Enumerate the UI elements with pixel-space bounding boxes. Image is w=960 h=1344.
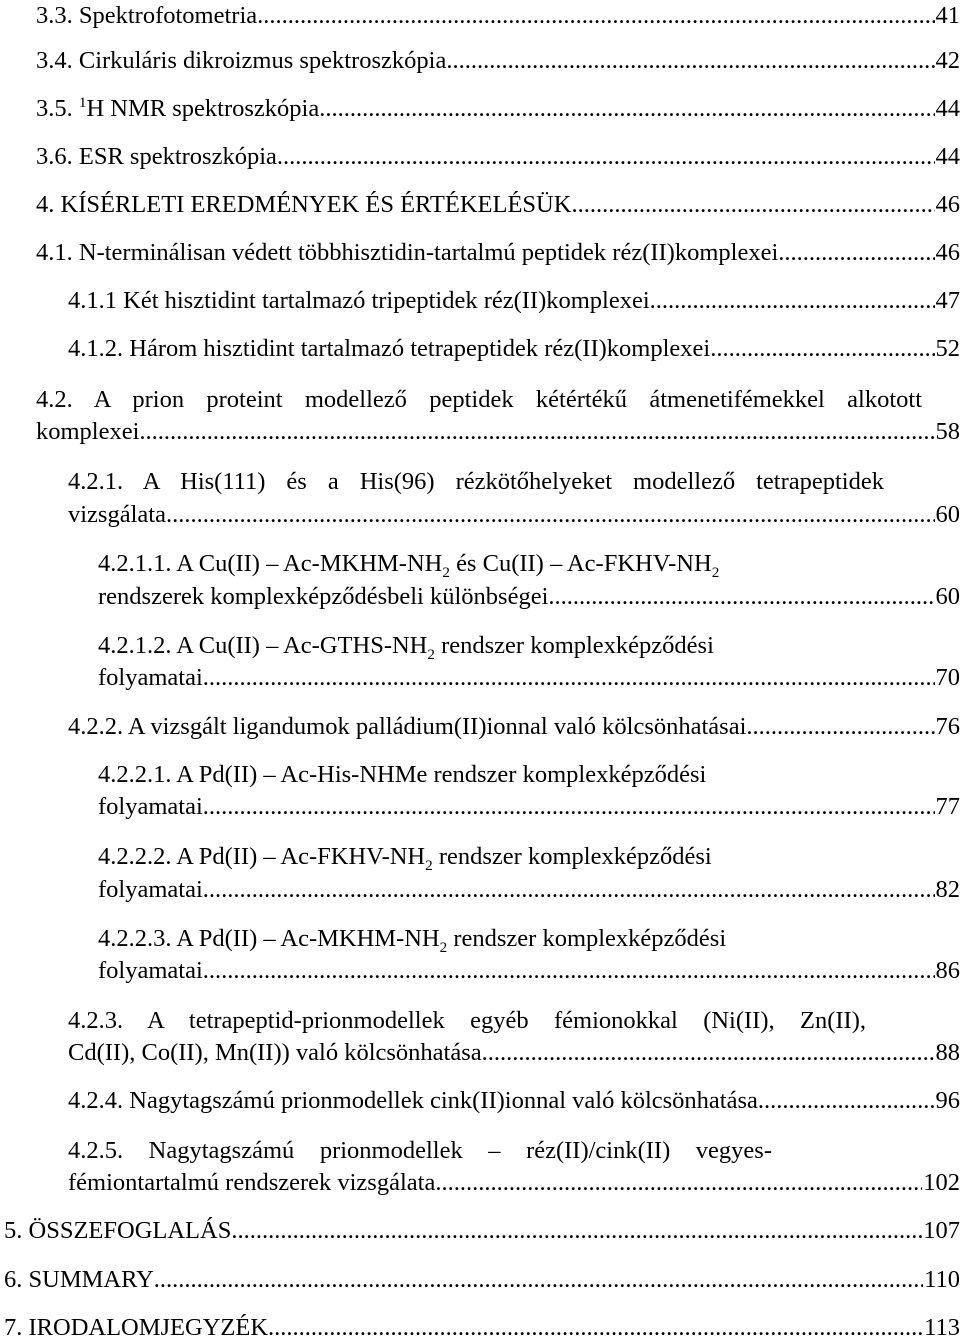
toc-leader-dots [764, 1085, 934, 1117]
toc-page-number: 76 [935, 711, 960, 743]
subscript: 2 [440, 939, 448, 955]
toc-entry-line[interactable] [36, 384, 922, 416]
toc-leader-dots [710, 333, 934, 365]
toc-page-number: 44 [935, 141, 960, 173]
toc-page-number: 58 [935, 416, 960, 448]
toc-page-number: 102 [922, 1167, 960, 1199]
toc-entry-line[interactable] [68, 1005, 866, 1037]
toc-entry-rest: H NMR spektroszkópia [86, 95, 319, 122]
toc-leader-dots [203, 874, 935, 906]
toc-page-number: 96 [935, 1085, 960, 1117]
toc-entry-title: 4.2. A prion proteint modellező peptidek kétértékű átmenetifémekkel alkotott [36, 384, 922, 416]
toc-leader-dots [548, 581, 934, 613]
toc-entry-prefix: 4.2.2.2. A Pd(II) ‒ Ac-FKHV-NH [98, 843, 425, 870]
toc-entry-line[interactable] [98, 841, 830, 873]
toc-entry-title [98, 923, 726, 955]
toc-entry[interactable] [68, 1085, 960, 1117]
toc-entry-title: 3.4. Cirkuláris dikroizmus spektroszkópia [36, 45, 446, 77]
toc-page-number: 44 [935, 93, 960, 125]
toc-page-number: 70 [935, 662, 960, 694]
superscript: 1 [79, 94, 87, 111]
toc-entry[interactable] [36, 416, 960, 448]
toc-entry[interactable] [4, 1312, 960, 1344]
toc-leader-dots [441, 1167, 922, 1199]
toc-entry-title [98, 630, 714, 662]
toc-entry-title [36, 93, 319, 125]
toc-entry-title: 4.1.2. Három hisztidint tartalmazó tetrapeptidek réz(II)komplexei [68, 333, 710, 365]
toc-page-number: 113 [923, 1312, 960, 1344]
toc-page-number: 52 [935, 333, 960, 365]
toc-page-number: 82 [935, 874, 960, 906]
toc-entry[interactable] [98, 874, 960, 906]
toc-entry[interactable] [68, 285, 960, 317]
toc-leader-dots [778, 237, 934, 269]
toc-entry[interactable] [98, 955, 960, 987]
toc-entry-title: 4.2.4. Nagytagszámú prionmodellek cink(II)ionnal való kölcsönhatása. [68, 1085, 764, 1117]
toc-entry-title: 7. IRODALOMJEGYZÉK [4, 1312, 268, 1344]
toc-page-number: 110 [923, 1264, 960, 1296]
toc-page-number: 86 [935, 955, 960, 987]
toc-entry-rest: rendszer komplexképződési [435, 632, 714, 659]
toc-leader-dots [203, 662, 935, 694]
toc-leader-dots [746, 711, 934, 743]
toc-entry-title: komplexei [36, 416, 139, 448]
toc-entry-title: folyamatai [98, 791, 203, 823]
toc-leader-dots [446, 45, 934, 77]
toc-entry-line[interactable] [98, 759, 830, 791]
toc-page-number: 60 [935, 499, 960, 531]
toc-leader-dots [203, 791, 935, 823]
toc-entry-title: 6. SUMMARY [4, 1264, 154, 1296]
toc-entry[interactable] [68, 1167, 960, 1199]
toc-leader-dots [166, 499, 935, 531]
toc-leader-dots [268, 1312, 923, 1344]
toc-entry-title: folyamatai [98, 874, 203, 906]
toc-entry-title: folyamatai [98, 955, 203, 987]
toc-leader-dots [571, 189, 934, 221]
subscript: 2 [425, 857, 433, 873]
toc-entry[interactable] [68, 499, 960, 531]
toc-page-number: 47 [935, 285, 960, 317]
toc-leader-dots [231, 1215, 922, 1247]
toc-entry-title: 5. ÖSSZEFOGLALÁS [4, 1215, 231, 1247]
toc-entry[interactable] [98, 791, 960, 823]
toc-leader-dots [650, 285, 935, 317]
toc-entry-title: 4.2.1. A His(111) és a His(96) rézkötőhelyeket modellező tetrapeptidek [68, 466, 884, 498]
toc-entry-title: rendszerek komplexképződésbeli különbségei [98, 581, 548, 613]
toc-entry-title: folyamatai [98, 662, 203, 694]
toc-leader-dots [319, 93, 934, 125]
toc-entry-title: fémiontartalmú rendszerek vizsgálata. [68, 1167, 441, 1199]
toc-leader-dots [154, 1264, 923, 1296]
toc-entry-line[interactable] [98, 923, 830, 955]
toc-leader-dots [482, 1037, 935, 1069]
toc-entry-prefix: 4.2.1.2. A Cu(II) ‒ Ac-GTHS-NH [98, 632, 427, 659]
toc-entry[interactable] [36, 189, 960, 221]
toc-leader-dots [139, 416, 934, 448]
toc-entry-title: 4.2.2.1. A Pd(II) ‒ Ac-His-NHMe rendszer komplexképződési [98, 759, 706, 791]
toc-entry-title [98, 548, 719, 580]
toc-entry[interactable] [36, 45, 960, 77]
toc-entry[interactable] [98, 662, 960, 694]
subscript: 2 [427, 646, 435, 662]
toc-entry-title: Cd(II), Co(II), Mn(II)) való kölcsönhatása [68, 1037, 482, 1069]
toc-entry-prefix: 3.5. [36, 95, 79, 122]
toc-page-number: 88 [935, 1037, 960, 1069]
toc-entry-title: 4.2.3. A tetrapeptid-prionmodellek egyéb fémionokkal (Ni(II), Zn(II), [68, 1005, 866, 1037]
toc-entry-title: 4.1. N-terminálisan védett többhisztidin-tartalmú peptidek réz(II)komplexei [36, 237, 778, 269]
toc-leader-dots [257, 0, 934, 32]
toc-page-number: 107 [922, 1215, 960, 1247]
toc-entry-rest: rendszer komplexképződési [433, 843, 712, 870]
toc-entry[interactable] [68, 1037, 960, 1069]
toc-entry-title: 4.1.1 Két hisztidint tartalmazó tripeptidek réz(II)komplexei [68, 285, 650, 317]
toc-entry[interactable] [36, 237, 960, 269]
toc-entry[interactable] [36, 93, 960, 125]
toc-entry-title: 4. KÍSÉRLETI EREDMÉNYEK ÉS ÉRTÉKELÉSÜK [36, 189, 571, 221]
toc-entry[interactable] [68, 333, 960, 365]
toc-page-number: 60 [935, 581, 960, 613]
toc-entry-title: 3.6. ESR spektroszkópia [36, 141, 277, 173]
toc-entry-rest: rendszer komplexképződési [447, 925, 726, 952]
toc-entry-title: vizsgálata [68, 499, 166, 531]
toc-leader-dots [277, 141, 935, 173]
toc-entry[interactable] [36, 0, 960, 32]
toc-page-number: 42 [935, 45, 960, 77]
subscript: 2 [712, 564, 720, 580]
toc-entry-line[interactable] [98, 630, 830, 662]
toc-page-number: 46 [935, 189, 960, 221]
toc-entry[interactable] [98, 581, 960, 613]
toc-entry[interactable] [36, 141, 960, 173]
toc-page-number: 77 [935, 791, 960, 823]
toc-entry-title [98, 841, 712, 873]
toc-entry-title: 4.2.2. A vizsgált ligandumok palládium(II)ionnal való kölcsönhatásai [68, 711, 746, 743]
toc-entry-prefix: 4.2.2.3. A Pd(II) ‒ Ac-MKHM-NH [98, 925, 440, 952]
toc-page-number: 41 [935, 0, 960, 32]
toc-entry-line[interactable] [68, 1135, 772, 1167]
toc-page-number: 46 [935, 237, 960, 269]
toc-entry[interactable] [4, 1215, 960, 1247]
toc-entry-title: 4.2.5. Nagytagszámú prionmodellek ‒ réz(II)/cink(II) vegyes- [68, 1135, 772, 1167]
toc-entry[interactable] [4, 1264, 960, 1296]
toc-entry-line[interactable] [98, 548, 830, 580]
toc-entry-line[interactable] [68, 466, 884, 498]
toc-entry-rest: és Cu(II) ‒ Ac-FKHV-NH [450, 550, 712, 577]
toc-entry-title: 3.3. Spektrofotometria [36, 0, 257, 32]
toc-leader-dots [203, 955, 935, 987]
subscript: 2 [442, 564, 450, 580]
toc-entry-prefix: 4.2.1.1. A Cu(II) ‒ Ac-MKHM-NH [98, 550, 442, 577]
toc-entry[interactable] [68, 711, 960, 743]
